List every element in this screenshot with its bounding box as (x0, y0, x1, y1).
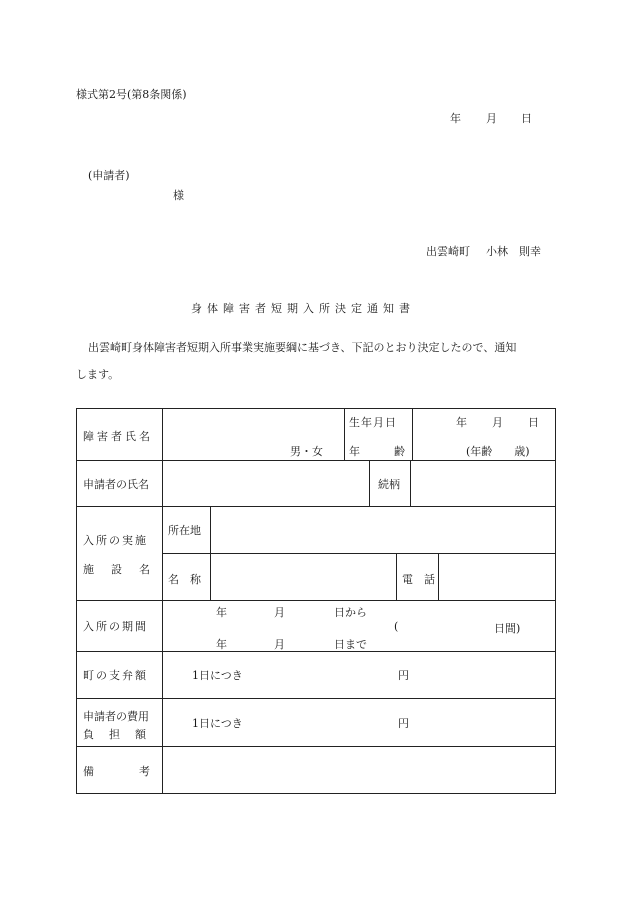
birth-day-label: 日 (528, 416, 539, 429)
facility-address-label: 所在地 (168, 524, 201, 537)
body-line-1: 出雲崎町身体障害者短期入所事業実施要綱に基づき、下記のとおり決定したので、通知 (88, 341, 517, 354)
issuer-mayor: 小林 則幸 (486, 245, 541, 258)
applicant-burden-label-line-2: 負 担 額 (83, 728, 148, 741)
from-year-label: 年 (216, 606, 227, 619)
town-yen-label: 円 (398, 669, 409, 682)
recipient-label: (申請者) (88, 169, 130, 182)
document-title: 身体障害者短期入所決定通知書 (191, 302, 415, 315)
applicant-yen-label: 円 (398, 717, 409, 730)
facility-label-line-1: 入所の実施 (83, 534, 148, 547)
disabled-person-name-label: 障害者氏名 (83, 430, 153, 443)
applicant-burden-label-line-1: 申請者の費用 (83, 710, 149, 723)
form-number: 様式第2号(第8条関係) (76, 88, 187, 101)
remarks-label: 備 考 (83, 765, 153, 778)
to-day-label: 日まで (334, 638, 367, 651)
gender-label: 男・女 (290, 445, 323, 458)
birth-year-label: 年 (456, 416, 467, 429)
date-day-label: 日 (521, 112, 532, 125)
to-month-label: 月 (274, 638, 285, 651)
date-year-label: 年 (450, 112, 461, 125)
issuer-town: 出雲崎町 (426, 245, 470, 258)
stay-period-label: 入所の期間 (83, 620, 148, 633)
age-label-left: 年 (349, 445, 360, 458)
from-day-label: 日から (334, 606, 367, 619)
from-month-label: 月 (274, 606, 285, 619)
decision-form-table (76, 408, 556, 794)
relation-label: 続柄 (378, 478, 400, 491)
town-per-day-label: 1日につき (192, 669, 243, 682)
applicant-name-label: 申請者の氏名 (83, 478, 149, 491)
age-label-right: 齢 (394, 445, 405, 458)
recipient-honorific: 様 (173, 189, 184, 202)
birth-date-label: 生年月日 (349, 416, 397, 429)
to-year-label: 年 (216, 638, 227, 651)
days-label: 日間) (494, 622, 521, 635)
age-value-label: (年齢 歳) (466, 445, 530, 458)
town-payment-label: 町の支弁額 (83, 669, 148, 682)
birth-month-label: 月 (492, 416, 503, 429)
date-month-label: 月 (486, 112, 497, 125)
body-line-2: します。 (76, 368, 120, 381)
facility-phone-label: 電 話 (402, 573, 435, 586)
days-open-paren: ( (394, 620, 399, 633)
facility-name-label: 名 称 (168, 573, 201, 586)
facility-label-line-2: 施 設 名 (83, 563, 153, 576)
applicant-per-day-label: 1日につき (192, 717, 243, 730)
